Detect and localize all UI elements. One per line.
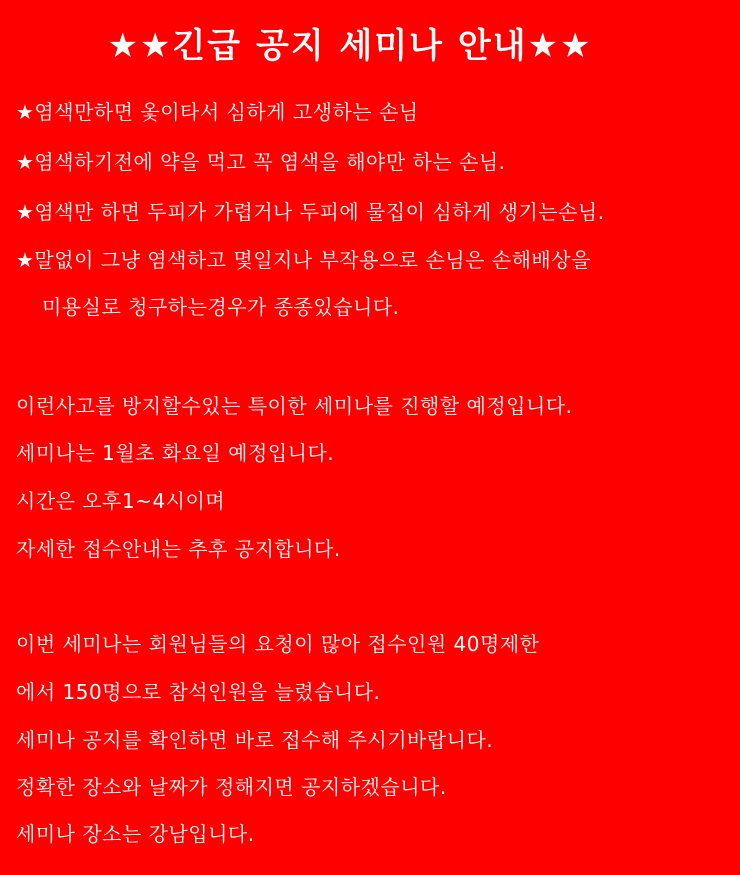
problem-line-2: ★염색하기전에 약을 먹고 꼭 염색을 해야만 하는 손님. (16, 150, 506, 174)
seminar-info-line-1: 이런사고를 방지할수있는 특이한 세미나를 진행할 예정입니다. (16, 394, 573, 418)
problem-line-5: 미용실로 청구하는경우가 종종있습니다. (42, 295, 400, 319)
problem-line-4: ★말없이 그냥 염색하고 몇일지나 부작용으로 손님은 손해배상을 (16, 248, 591, 272)
registration-line-3: 세미나 공지를 확인하면 바로 접수해 주시기바랍니다. (16, 728, 494, 752)
registration-line-5: 세미나 장소는 강남입니다. (16, 822, 255, 846)
problem-line-3: ★염색만 하면 두피가 가렵거나 두피에 물집이 심하게 생기는손님. (16, 200, 605, 224)
notice-title: ★★긴급 공지 세미나 안내★★ (107, 26, 593, 66)
seminar-info-line-2: 세미나는 1월초 화요일 예정입니다. (16, 441, 335, 465)
registration-line-2: 에서 150명으로 참석인원을 늘렸습니다. (16, 680, 381, 704)
seminar-info-line-3: 시간은 오후1~4시이며 (16, 489, 226, 513)
registration-line-4: 정확한 장소와 날짜가 정해지면 공지하겠습니다. (16, 775, 447, 799)
registration-line-1: 이번 세미나는 회원님들의 요청이 많아 접수인원 40명제한 (16, 632, 540, 656)
seminar-info-line-4: 자세한 접수안내는 추후 공지합니다. (16, 537, 341, 561)
problem-line-1: ★염색만하면 옻이타서 심하게 고생하는 손님 (16, 100, 419, 124)
